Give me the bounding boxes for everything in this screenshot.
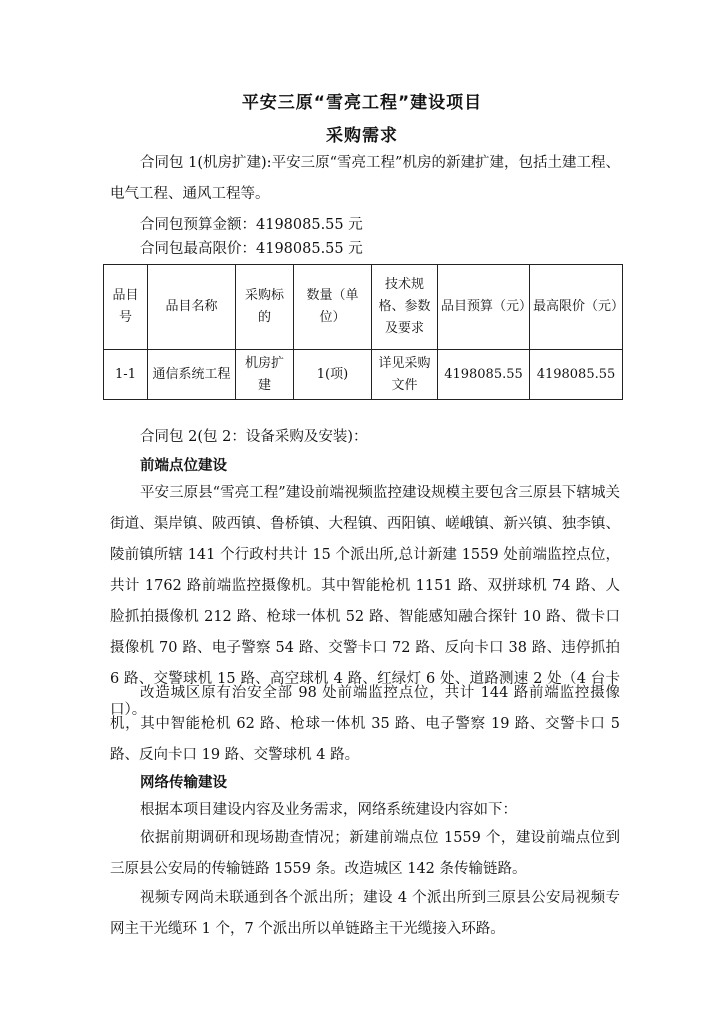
frontend-paragraph: 平安三原县“雪亮工程”建设前端视频监控建设规模主要包含三原县下辖城关街道、渠岸镇、陂西镇、鲁桥镇、大程镇、西阳镇、嵯峨镇、新兴镇、独李镇、陵前镇所辖 141 个行政村共计 15 个派出所,总计新建 1559 处前端监控点位，共计 1762 路前端监控摄像机。其中智能枪机 1151 路、双拼球机 74 路、人脸抓拍摄像机 212 路、枪球一体机 52 路、智能感知融合探针 10 路、微卡口摄像机 70 路、电子警察 54 路、交警卡口 72 路、反向卡口 38 路、违停抓拍 6 路、交警球机 15 路、高空球机 4 路、红绿灯 6 处、道路测速 2 处（4 台卡口）。 (110, 485, 620, 718)
header-cell: 品目预算（元） (438, 265, 530, 350)
package1-budget: 合同包预算金额：4198085.55 元 (140, 217, 363, 233)
network-survey-paragraph: 依据前期调研和现场勘查情况；新建前端点位 1559 个，建设前端点位到三原县公安局的传输链路 1559 条。改造城区 142 条传输链路。 (110, 830, 620, 877)
table-cell: 详见采购文件 (372, 350, 438, 400)
table-cell: 4198085.55 (530, 350, 623, 400)
network-fiber-paragraph: 视频专网尚未联通到各个派出所；建设 4 个派出所到三原县公安局视频专网主干光缆环 1 个，7 个派出所以单链路主干光缆接入环路。 (110, 890, 620, 937)
renovation-paragraph: 改造城区原有治安全部 98 处前端监控点位，共计 144 路前端监控摄像机，其中智能枪机 62 路、枪球一体机 35 路、电子警察 19 路、交警卡口 5 路、反向卡口 19 路、交警球机 4 路。 (110, 685, 620, 763)
table-header-row (104, 265, 623, 350)
package2-heading: 合同包 2(包 2：设备采购及安装)： (140, 429, 368, 445)
table-cell: 通信系统工程 (148, 350, 236, 400)
table-cell: 1(项) (294, 350, 372, 400)
package1-max-price: 合同包最高限价：4198085.55 元 (140, 241, 363, 257)
table-row (104, 350, 623, 400)
header-cell: 技术规格、参数及要求 (372, 265, 438, 350)
header-cell: 采购标的 (236, 265, 294, 350)
document-title: 平安三原“雪亮工程”建设项目 (241, 93, 483, 113)
table-cell: 机房扩建 (236, 350, 294, 400)
network-intro-paragraph: 根据本项目建设内容及业务需求，网络系统建设内容如下： (140, 802, 517, 818)
document-subtitle: 采购需求 (326, 126, 398, 146)
package1-description: 合同包 1(机房扩建):平安三原“雪亮工程”机房的新建扩建，包括土建工程、电气工程、通风工程等。 (110, 155, 620, 202)
section-heading-network: 网络传输建设 (140, 775, 227, 791)
table-cell: 1-1 (104, 350, 148, 400)
header-cell: 数量（单位） (294, 265, 372, 350)
header-cell: 最高限价（元） (530, 265, 623, 350)
table-cell: 4198085.55 (438, 350, 530, 400)
procurement-table (103, 264, 623, 400)
header-cell: 品目名称 (148, 265, 236, 350)
header-cell: 品目号 (104, 265, 148, 350)
section-heading-frontend: 前端点位建设 (140, 458, 227, 474)
